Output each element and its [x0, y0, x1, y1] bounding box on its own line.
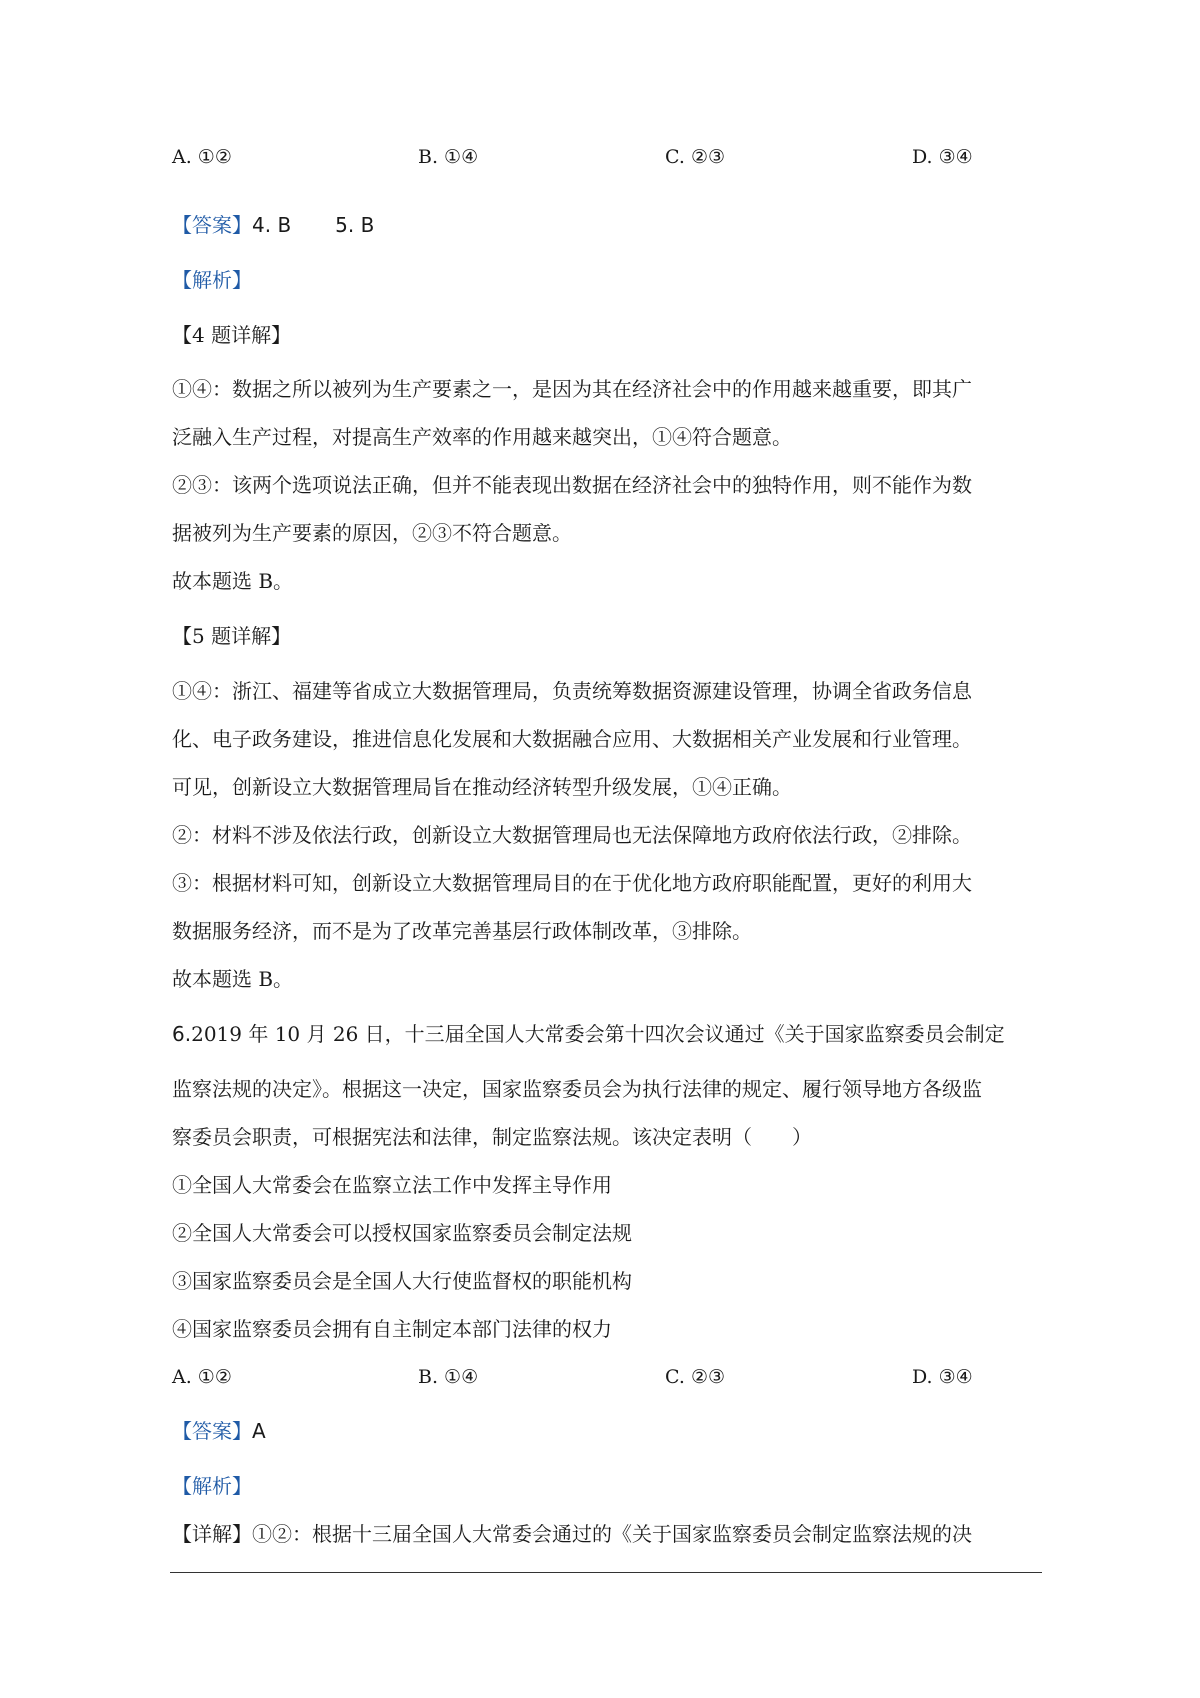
option-b: B. ①④ [418, 1366, 479, 1388]
q6-choice-3: ③国家监察委员会是全国人大行使监督权的职能机构 [172, 1269, 632, 1293]
option-c: C. ②③ [665, 1366, 726, 1388]
detail-tag: 【详解】 [172, 1522, 252, 1546]
q5-detail-title: 【5 题详解】 [172, 624, 292, 648]
answer-tag: 【答案】 [172, 1419, 252, 1443]
option-d: D. ③④ [912, 146, 973, 168]
answer-5: 5. B [335, 213, 375, 237]
option-a: A. ①② [172, 146, 232, 168]
q4-text-line: ①④：数据之所以被列为生产要素之一，是因为其在经济社会中的作用越来越重要，即其广 [172, 377, 972, 401]
option-d: D. ③④ [912, 1366, 973, 1388]
answer-tag: 【答案】 [172, 213, 252, 237]
q6-analysis-tag: 【解析】 [172, 1474, 252, 1498]
q4-text-line: ②③：该两个选项说法正确，但并不能表现出数据在经济社会中的独特作用，则不能作为数 [172, 473, 972, 497]
q5-conclusion: 故本题选 B。 [172, 967, 294, 991]
q6-answer-line [172, 1417, 1042, 1445]
option-a: A. ①② [172, 1366, 232, 1388]
q6-stem-line: 监察法规的决定》。根据这一决定，国家监察委员会为执行法律的规定、履行领导地方各级监 [172, 1077, 982, 1101]
q6-detail-text: ①②：根据十三届全国人大常委会通过的《关于国家监察委员会制定监察法规的决 [252, 1522, 972, 1546]
q5-text-line: ②：材料不涉及依法行政，创新设立大数据管理局也无法保障地方政府依法行政，②排除。 [172, 823, 972, 847]
q5-text-line: ③：根据材料可知，创新设立大数据管理局目的在于优化地方政府职能配置，更好的利用大 [172, 871, 972, 895]
option-c: C. ②③ [665, 146, 726, 168]
q6-stem-line [172, 1020, 1042, 1048]
q5-text-line: 可见，创新设立大数据管理局旨在推动经济转型升级发展，①④正确。 [172, 775, 792, 799]
q6-choice-4: ④国家监察委员会拥有自主制定本部门法律的权力 [172, 1317, 612, 1341]
analysis-tag: 【解析】 [172, 268, 252, 292]
option-b: B. ①④ [418, 146, 479, 168]
q6-stem-line: 察委员会职责，可根据宪法和法律，制定监察法规。该决定表明（ ） [172, 1125, 812, 1149]
q6-stem-text: 2019 年 10 月 26 日，十三届全国人大常委会第十四次会议通过《关于国家监察委员会制定 [191, 1022, 1005, 1046]
answer-line [172, 211, 1042, 239]
q6-detail-line [172, 1520, 1042, 1548]
q5-text-line: ①④：浙江、福建等省成立大数据管理局，负责统筹数据资源建设管理，协调全省政务信息 [172, 679, 972, 703]
q4-text-line: 泛融入生产过程，对提高生产效率的作用越来越突出，①④符合题意。 [172, 425, 792, 449]
q5-text-line: 数据服务经济，而不是为了改革完善基层行政体制改革，③排除。 [172, 919, 752, 943]
q4-detail-title: 【4 题详解】 [172, 323, 292, 347]
q6-choice-2: ②全国人大常委会可以授权国家监察委员会制定法规 [172, 1221, 632, 1245]
q6-choice-1: ①全国人大常委会在监察立法工作中发挥主导作用 [172, 1173, 612, 1197]
answer-4: 4. B [252, 213, 292, 237]
footer-divider [170, 1572, 1042, 1573]
q6-number: 6. [172, 1022, 192, 1046]
q5-text-line: 化、电子政务建设，推进信息化发展和大数据融合应用、大数据相关产业发展和行业管理。 [172, 727, 972, 751]
q4-text-line: 据被列为生产要素的原因，②③不符合题意。 [172, 521, 572, 545]
q4-conclusion: 故本题选 B。 [172, 569, 294, 593]
q6-answer: A [252, 1419, 266, 1443]
